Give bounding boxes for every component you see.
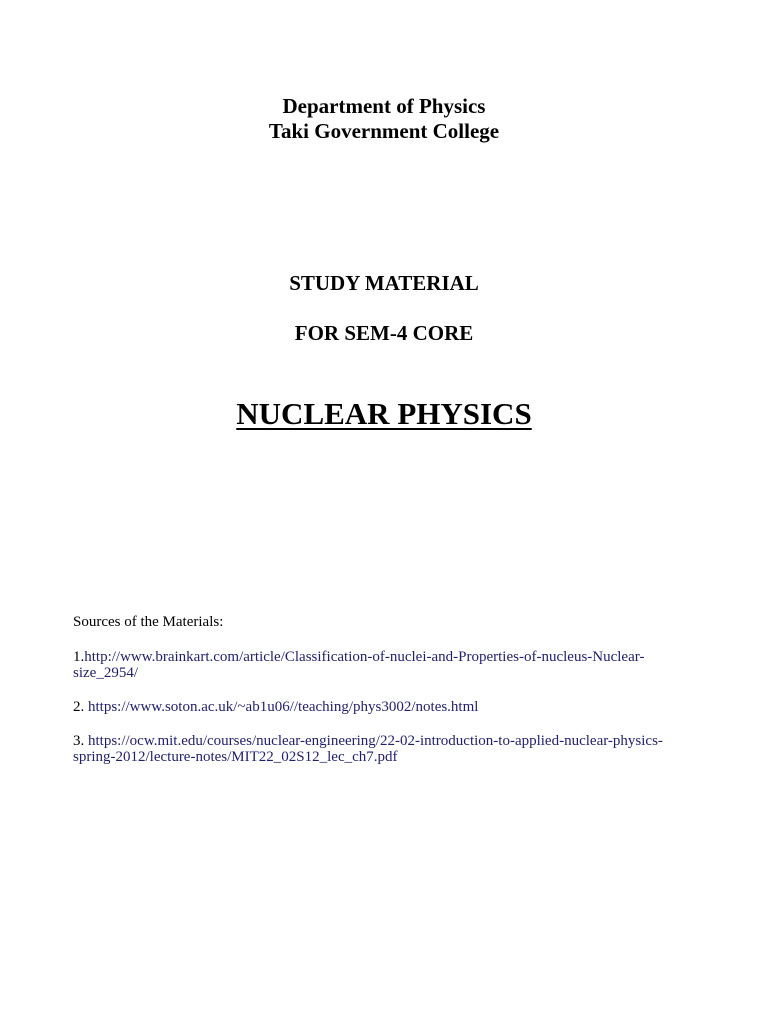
college-name: Taki Government College <box>268 119 500 143</box>
source-number: 2. <box>73 699 88 715</box>
source-link-soton[interactable]: https://www.soton.ac.uk/~ab1u06//teaching/phys3002/notes.html <box>88 699 479 715</box>
department-name: Department of Physics <box>282 94 486 118</box>
subject-title: NUCLEAR PHYSICS <box>236 396 532 431</box>
source-number: 1. <box>73 649 85 665</box>
source-link-brainkart[interactable]: http://www.brainkart.com/article/Classification-of-nuclei-and-Properties-of-nucleus-Nuclear-size_2954/ <box>73 649 645 681</box>
source-number: 3. <box>73 733 88 749</box>
semester-label: FOR SEM-4 CORE <box>294 321 474 345</box>
header-block <box>0 94 768 144</box>
sources-heading: Sources of the Materials: <box>73 614 224 630</box>
source-item-1 <box>73 649 693 681</box>
source-item-2 <box>73 699 693 715</box>
source-link-mit-ocw[interactable]: https://ocw.mit.edu/courses/nuclear-engineering/22-02-introduction-to-applied-nuclear-physics-spring-2012/lecture-notes/MIT22_02S12_lec_ch7.pdf <box>73 733 663 765</box>
study-material-label: STUDY MATERIAL <box>289 271 479 295</box>
source-item-3 <box>73 733 693 765</box>
